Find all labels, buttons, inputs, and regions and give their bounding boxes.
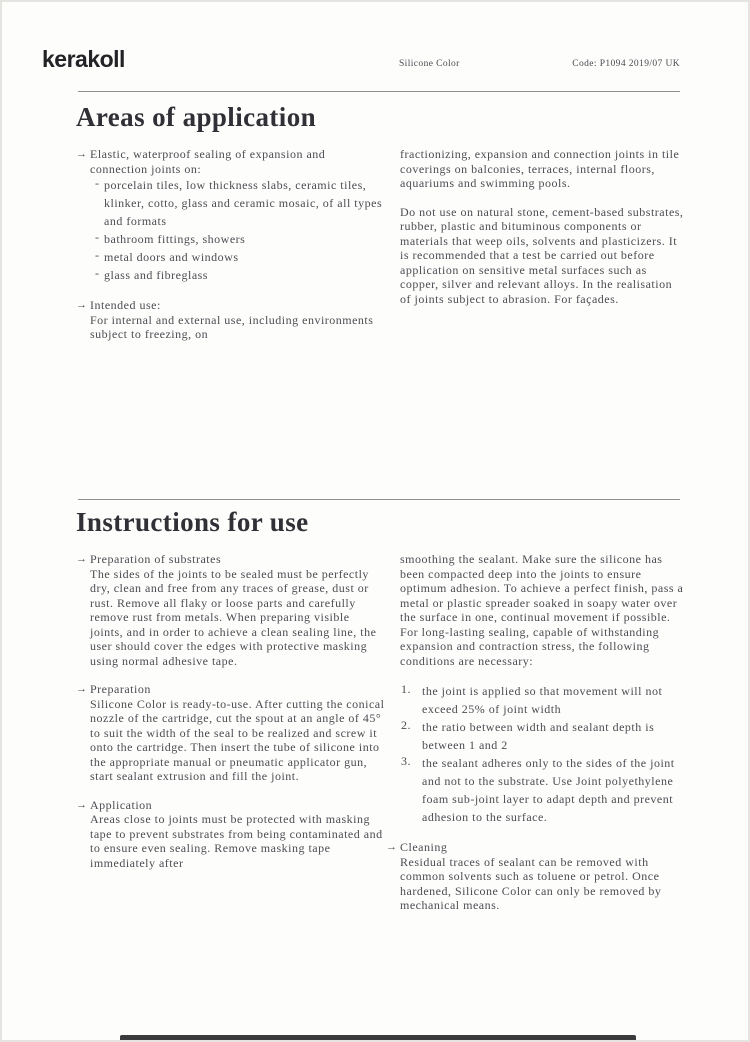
sub-list-item: - bathroom fittings, showers xyxy=(95,230,246,246)
list-item-title: Cleaning xyxy=(400,840,448,854)
list-item-body: Areas close to joints must be protected with masking tape to prevent substrates from being contaminated and to ensure even sealing. Remove masking tape immediately after xyxy=(90,812,383,870)
section-title: Instructions for use xyxy=(76,507,309,537)
list-item-title: Preparation of substrates xyxy=(90,552,222,566)
left-column xyxy=(76,552,386,870)
two-column-layout xyxy=(76,552,686,913)
section-divider xyxy=(78,499,680,500)
dash-marker-icon: - xyxy=(95,230,99,244)
numbered-list xyxy=(400,682,686,826)
dash-marker-icon: - xyxy=(95,266,99,280)
list-item xyxy=(76,147,386,284)
arrow-marker-icon: → xyxy=(76,798,87,811)
arrow-marker-icon: → xyxy=(76,148,87,160)
list-number: 1. xyxy=(401,682,411,696)
numbered-list-item: 3. the sealant adheres only to the sides of the joint and not to the substrate. Use Joint polyethylene foam sub-joint layer to adapt depth and prevent adhesion to the surface. xyxy=(401,754,675,824)
section-instructions-for-use xyxy=(76,507,686,913)
arrow-marker-icon: → xyxy=(76,553,87,565)
right-column xyxy=(386,552,686,913)
list-item xyxy=(76,298,386,342)
list-number: 2. xyxy=(401,718,411,732)
numbered-list-item: 1. the joint is applied so that movement will not exceed 25% of joint width xyxy=(401,682,663,716)
kerakoll-logo: kerakoll xyxy=(42,46,125,72)
sub-list-item: - porcelain tiles, low thickness slabs, ceramic tiles, klinker, cotto, glass and ceramic mosaic, of all types and formats xyxy=(95,176,383,228)
two-column-layout xyxy=(76,147,686,342)
list-item-body: Residual traces of sealant can be removed with common solvents such as toluene or petrol. Once hardened, Silicone Color can only be removed by mechanical means. xyxy=(400,854,662,912)
right-column xyxy=(386,147,686,320)
arrow-marker-icon: → xyxy=(76,683,87,695)
paragraph: fractionizing, expansion and connection joints in tile coverings on balconies, terraces, internal floors, aquariums and swimming pools. xyxy=(400,147,680,190)
left-column xyxy=(76,147,386,342)
list-item-title: Application xyxy=(90,797,153,812)
arrow-marker-icon: → xyxy=(76,299,87,311)
doc-title: Silicone Color xyxy=(399,59,460,69)
numbered-list-item: 2. the ratio between width and sealant depth is between 1 and 2 xyxy=(401,718,655,752)
list-item xyxy=(76,682,386,784)
sub-list xyxy=(90,176,386,284)
list-item xyxy=(386,840,686,913)
doc-code: Code: P1094 2019/07 UK xyxy=(572,59,680,69)
dash-marker-icon: - xyxy=(95,176,99,190)
list-item-body: Silicone Color is ready-to-use. After cutting the conical nozzle of the cartridge, cut the spout at an angle of 45° to suit the width of the seal to be realized and screw it onto the cartridge. Then insert the tube of silicone into the appropriate manual or pneumatic applicator gun, start sealant extrusion and fill the joint. xyxy=(90,696,385,783)
paragraph: Do not use on natural stone, cement-based substrates, rubber, plastic and bituminous components or materials that weep oils, solvents and plasticizers. It is recommended that a test be carried out before application on sensitive metal surfaces such as copper, silver and relevant alloys. In the realisation of joints subject to abrasion. For façades. xyxy=(400,204,684,306)
paragraph: smoothing the sealant. Make sure the silicone has been compacted deep into the joints to ensure optimum adhesion. To achieve a perfect finish, pass a metal or plastic spreader soaked in soapy water over the surface in one, continual movement if possible. For long-lasting sealing, capable of withstanding expansion and contraction stress, the following conditions are necessary: xyxy=(400,552,684,668)
dash-marker-icon: - xyxy=(95,248,99,262)
list-item xyxy=(76,552,386,668)
section-title: Areas of application xyxy=(76,102,317,132)
list-number: 3. xyxy=(401,754,411,768)
list-item-title: Intended use: xyxy=(90,298,161,312)
sub-list-item: - glass and fibreglass xyxy=(95,266,208,282)
list-item-body: The sides of the joints to be sealed must be perfectly dry, clean and free from any traces of grease, dust or rust. Remove all flaky or loose parts and carefully remove rust from metals. When preparing visible joints, and in order to achieve a clean sealing line, the user should cover the edges with protective masking using normal adhesive tape. xyxy=(90,566,377,668)
list-item-title: Elastic, waterproof sealing of expansion and connection joints on: xyxy=(90,147,326,176)
header-divider xyxy=(78,91,680,92)
list-item xyxy=(76,797,386,871)
arrow-marker-icon: → xyxy=(386,841,397,853)
sub-list-item: - metal doors and windows xyxy=(95,248,239,264)
home-indicator-bar xyxy=(120,1035,636,1042)
list-item-title: Preparation xyxy=(90,682,151,696)
section-areas-of-application xyxy=(76,102,686,342)
list-item-body: For internal and external use, including environments subject to freezing, on xyxy=(90,312,374,341)
